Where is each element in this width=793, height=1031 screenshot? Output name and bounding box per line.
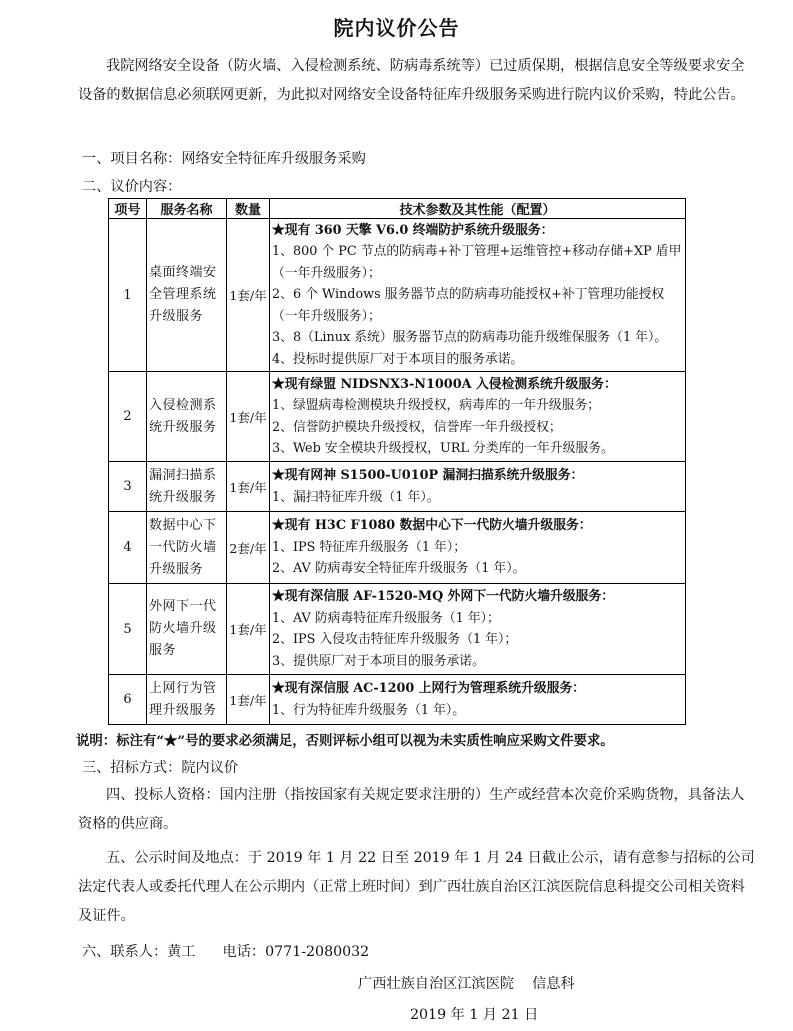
service-name: 桌面终端安全管理系统升级服务	[147, 219, 227, 372]
row-number: 6	[109, 675, 147, 725]
spec-cell	[270, 512, 686, 584]
spec-item: 3、8（Linux 系统）服务器节点的防病毒功能升级维保服务（1 年）。	[272, 330, 668, 346]
spec-item: 2、IPS 入侵攻击特征库升级服务（1 年）；	[272, 632, 518, 647]
page-title: 院内议价公告	[333, 16, 460, 40]
service-name: 数据中心下一代防火墙升级服务	[147, 512, 227, 584]
spec-cell	[270, 584, 686, 675]
section-bidder-qualification: 四、投标人资格：国内注册（指按国家有关规定要求注册的）生产或经营本次竞价采购货物，具备法人资格的供应商。	[78, 787, 745, 832]
spec-item: 3、提供原厂对于本项目的服务承诺。	[272, 653, 485, 669]
spec-cell	[270, 675, 686, 725]
row-number: 1	[109, 219, 147, 372]
intro-paragraph: 我院网络安全设备（防火墙、入侵检测系统、防病毒系统等）已过质保期，根据信息安全等级要求安全设备的数据信息必须联网更新，为此拟对网络安全设备特征库升级服务采购进行院内议价采购，特此公告。	[78, 58, 745, 103]
quantity: 2套/年	[227, 512, 270, 584]
service-name: 入侵检测系统升级服务	[147, 372, 227, 462]
spec-item: 1、绿盟病毒检测模块升级授权，病毒库的一年升级服务；	[272, 398, 601, 413]
spec-title: ★现有 360 天擎 V6.0 终端防护系统升级服务：	[272, 222, 554, 238]
spec-item: 2、AV 防病毒安全特征库升级服务（1 年）。	[272, 561, 526, 577]
section-notice-period: 五、公示时间及地点：于 2019 年 1 月 22 日至 2019 年 1 月 24 日截止公示，请有意参与招标的公司法定代表人或委托代理人在公示期内（正常上班时间）到广西壮族自治区江滨医院信息科提交公司相关资料及证件。	[78, 850, 755, 924]
spec-item: 2、6 个 Windows 服务器节点的防病毒功能授权+补丁管理功能授权（一年升级服务）；	[272, 287, 665, 324]
table-row	[109, 219, 686, 372]
row-number: 5	[109, 584, 147, 675]
table-row	[109, 675, 686, 725]
section-bidding-method: 三、招标方式：院内议价	[82, 760, 239, 776]
quantity: 1套/年	[227, 372, 270, 462]
spec-title: ★现有深信服 AC-1200 上网行为管理系统升级服务：	[272, 681, 586, 696]
header-quantity: 数量	[227, 199, 270, 219]
signature-date: 2019 年 1 月 21 日	[410, 1007, 539, 1023]
section-contact: 六、联系人：黄工 电话：0771-2080032	[82, 944, 370, 960]
spec-item: 1、800 个 PC 节点的防病毒+补丁管理+运维管控+移动存储+XP 盾甲（一年升级服务）；	[272, 244, 682, 281]
table-row	[109, 372, 686, 462]
spec-item: 2、信誉防护模块升级授权，信誉库一年升级授权；	[272, 419, 562, 435]
section-project-name: 一、项目名称：网络安全特征库升级服务采购	[82, 151, 366, 167]
service-name: 漏洞扫描系统升级服务	[147, 462, 227, 512]
quote-table	[108, 198, 686, 725]
quantity: 1套/年	[227, 219, 270, 372]
signature-organization: 广西壮族自治区江滨医院 信息科	[358, 976, 575, 992]
spec-cell	[270, 462, 686, 512]
section-content-heading: 二、议价内容：	[82, 179, 182, 195]
service-name: 上网行为管理升级服务	[147, 675, 227, 725]
quantity: 1套/年	[227, 462, 270, 512]
quantity: 1套/年	[227, 675, 270, 725]
spec-item: 1、IPS 特征库升级服务（1 年）；	[272, 539, 467, 555]
spec-item: 3、Web 安全模块升级授权，URL 分类库的一年升级服务。	[272, 441, 614, 456]
spec-title: ★现有绿盟 NIDSNX3-N1000A 入侵检测系统升级服务：	[272, 376, 617, 392]
table-header-row	[109, 199, 686, 219]
spec-cell	[270, 219, 686, 372]
requirement-note: 说明：标注有“★”号的要求必须满足，否则评标小组可以视为未实质性响应采购文件要求。	[76, 733, 614, 749]
table-row	[109, 512, 686, 584]
spec-item: 1、AV 防病毒特征库升级服务（1 年）；	[272, 610, 500, 626]
row-number: 2	[109, 372, 147, 462]
table-row	[109, 584, 686, 675]
header-spec: 技术参数及其性能（配置）	[270, 199, 686, 219]
spec-title: ★现有深信服 AF-1520-MQ 外网下一代防火墙升级服务：	[272, 589, 615, 604]
row-number: 3	[109, 462, 147, 512]
row-number: 4	[109, 512, 147, 584]
header-no: 项号	[109, 199, 147, 219]
table-row	[109, 462, 686, 512]
spec-item: 4、投标时提供原厂对于本项目的服务承诺。	[272, 351, 524, 367]
quantity: 1套/年	[227, 584, 270, 675]
spec-item: 1、行为特征库升级服务（1 年）。	[272, 702, 466, 718]
spec-cell	[270, 372, 686, 462]
service-name: 外网下一代防火墙升级服务	[147, 584, 227, 675]
spec-title: ★现有网神 S1500-U010P 漏洞扫描系统升级服务：	[272, 468, 584, 483]
header-service-name: 服务名称	[147, 199, 227, 219]
spec-item: 1、漏扫特征库升级（1 年）。	[272, 489, 440, 505]
spec-title: ★现有 H3C F1080 数据中心下一代防火墙升级服务：	[272, 518, 592, 534]
